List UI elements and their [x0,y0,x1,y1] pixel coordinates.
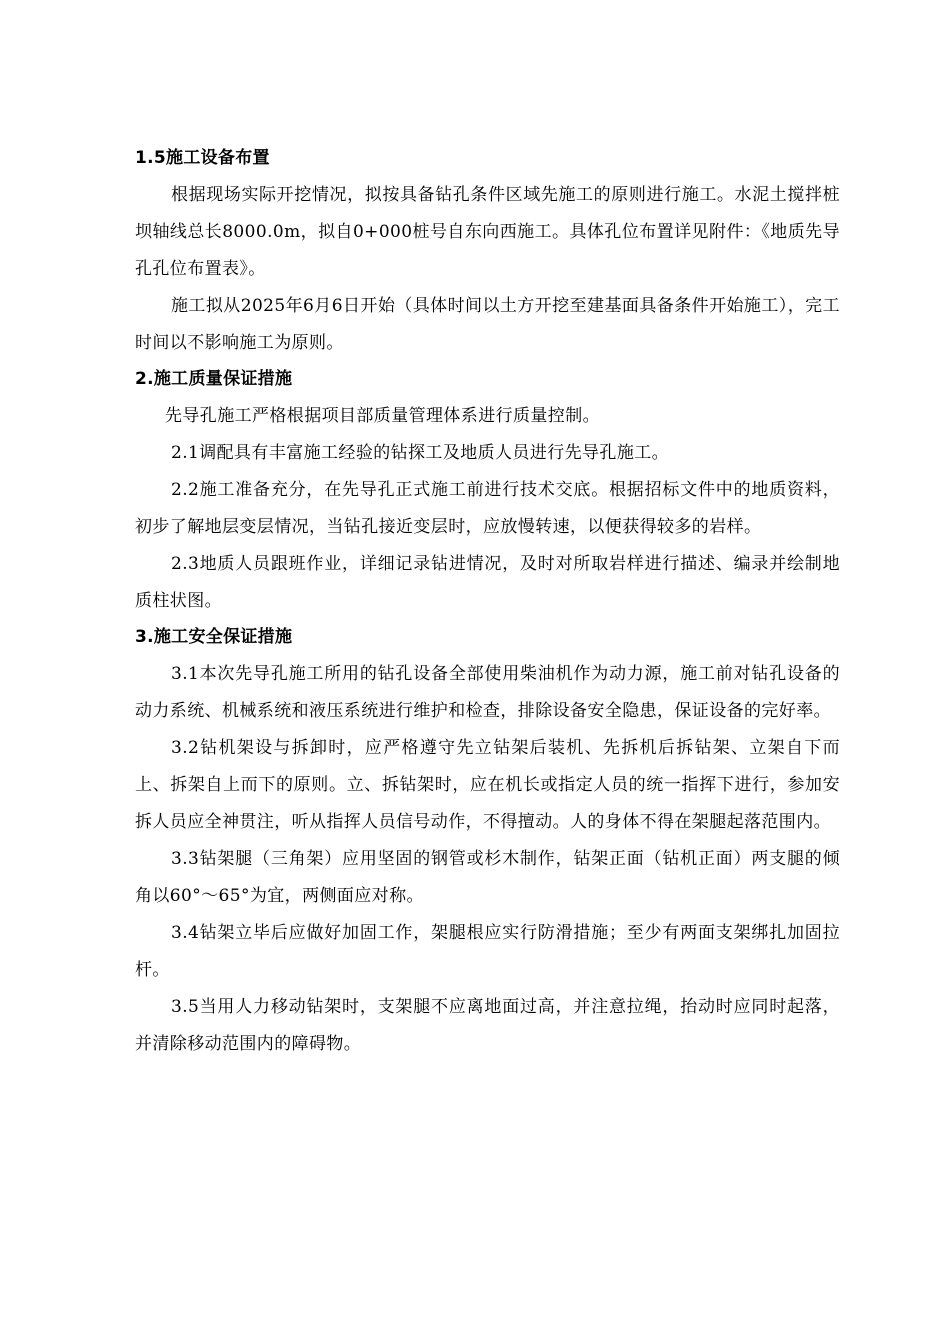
paragraph: 先导孔施工严格根据项目部质量管理体系进行质量控制。 [165,406,600,426]
paragraph: 3.2钻机架设与拆卸时，应严格遵守先立钻架后装机、先拆机后拆钻架、立架自下而上、拆架自上而下的原则。立、拆钻架时，应在机长或指定人员的统一指挥下进行，参加安拆人员应全神贯注，听从指挥人员信号动作，不得擅动。人的身体不得在架腿起落范围内。 [135,738,840,832]
document-body [135,143,840,1063]
section-heading: 3.施工安全保证措施 [135,627,293,647]
paragraph: 3.1本次先导孔施工所用的钻孔设备全部使用柴油机作为动力源，施工前对钻孔设备的动力系统、机械系统和液压系统进行维护和检查，排除设备安全隐患，保证设备的完好率。 [135,664,840,721]
section-heading: 1.5施工设备布置 [135,148,270,168]
paragraph: 2.2施工准备充分，在先导孔正式施工前进行技术交底。根据招标文件中的地质资料，初步了解地层变层情况，当钻孔接近变层时，应放慢转速，以便获得较多的岩样。 [135,480,840,537]
paragraph: 2.1调配具有丰富施工经验的钻探工及地质人员进行先导孔施工。 [171,443,670,463]
paragraph: 2.3地质人员跟班作业，详细记录钻进情况，及时对所取岩样进行描述、编录并绘制地质柱状图。 [135,554,840,611]
paragraph: 施工拟从2025年6月6日开始（具体时间以土方开挖至建基面具备条件开始施工），完工时间以不影响施工为原则。 [135,296,840,353]
paragraph: 3.5当用人力移动钻架时，支架腿不应离地面过高，并注意拉绳，抬动时应同时起落，并清除移动范围内的障碍物。 [135,997,840,1054]
paragraph: 3.3钻架腿（三角架）应用坚固的钢管或杉木制作，钻架正面（钻机正面）两支腿的倾角以60°～65°为宜，两侧面应对称。 [135,849,840,906]
section-heading: 2.施工质量保证措施 [135,369,293,389]
paragraph: 3.4钻架立毕后应做好加固工作，架腿根应实行防滑措施；至少有两面支架绑扎加固拉杆。 [135,923,840,980]
paragraph: 根据现场实际开挖情况，拟按具备钻孔条件区域先施工的原则进行施工。水泥土搅拌桩坝轴线总长8000.0m，拟自0+000桩号自东向西施工。具体孔位布置详见附件：《地质先导孔孔位布置表》。 [135,185,840,279]
